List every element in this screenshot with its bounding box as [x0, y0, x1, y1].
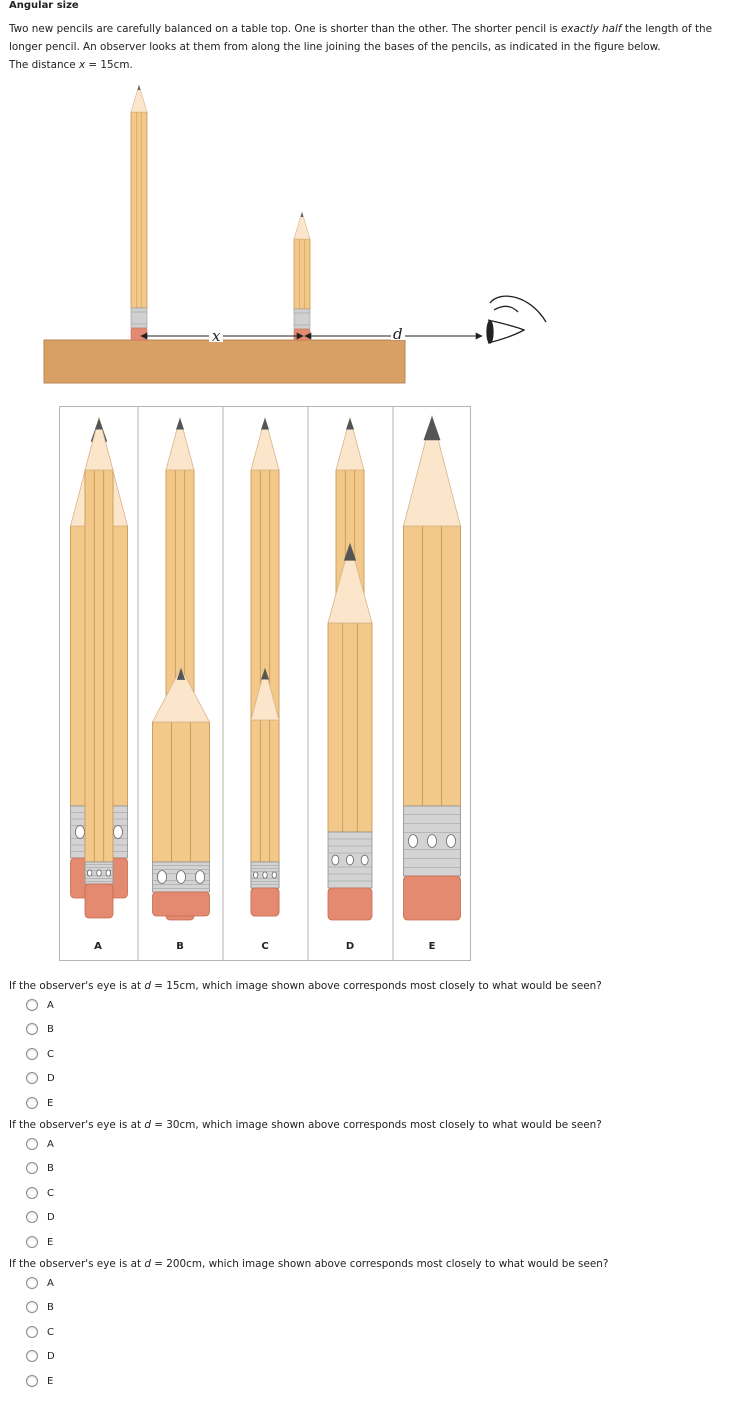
- panel-label-e: E: [428, 941, 436, 952]
- question-2: If the observer's eye is at d = 30cm, which image shown above corresponds most closely to what would be seen?: [9, 1119, 602, 1131]
- q2-option-a[interactable]: A: [26, 1136, 54, 1152]
- radio-button[interactable]: [26, 1350, 38, 1362]
- radio-button[interactable]: [26, 1375, 38, 1387]
- q3-option-d[interactable]: D: [26, 1348, 55, 1364]
- radio-button[interactable]: [26, 1097, 38, 1109]
- radio-button[interactable]: [26, 1277, 38, 1289]
- long-pencil: [131, 85, 147, 340]
- panel-label-a: A: [94, 941, 102, 952]
- q1-option-e[interactable]: E: [26, 1095, 53, 1111]
- page-title: Angular size: [9, 0, 79, 11]
- question-1: If the observer's eye is at d = 15cm, which image shown above corresponds most closely to what would be seen?: [9, 980, 602, 992]
- radio-button[interactable]: [26, 1072, 38, 1084]
- q3-option-a[interactable]: A: [26, 1275, 54, 1291]
- label-d: d: [393, 325, 403, 343]
- panel-label-c: C: [261, 941, 269, 952]
- radio-button[interactable]: [26, 1023, 38, 1035]
- pencil-d-near: [328, 543, 372, 920]
- q2-option-d[interactable]: D: [26, 1209, 55, 1225]
- q1-option-a[interactable]: A: [26, 997, 54, 1013]
- radio-button[interactable]: [26, 1236, 38, 1248]
- radio-button[interactable]: [26, 999, 38, 1011]
- radio-button[interactable]: [26, 1162, 38, 1174]
- pencil-e: [404, 416, 461, 920]
- table-top: [44, 340, 405, 383]
- q2-option-e[interactable]: E: [26, 1234, 53, 1250]
- q2-option-c[interactable]: C: [26, 1185, 54, 1201]
- radio-button[interactable]: [26, 1048, 38, 1060]
- radio-button[interactable]: [26, 1187, 38, 1199]
- q3-option-c[interactable]: C: [26, 1324, 54, 1340]
- radio-button[interactable]: [26, 1326, 38, 1338]
- panel-label-d: D: [345, 941, 355, 952]
- intro-text: Two new pencils are carefully balanced on a table top. One is shorter than the other. The shorter pencil is exactly half the length of the longer pencil. An observer looks at them from along the line joining the bases of the pencils, as indicated in the figure below. The distance x = 15cm.: [9, 23, 713, 71]
- eye-icon: [487, 296, 546, 343]
- q3-option-e[interactable]: E: [26, 1373, 53, 1389]
- label-x: x: [212, 327, 221, 345]
- q1-option-b[interactable]: B: [26, 1021, 54, 1037]
- pencil-b-short: [153, 668, 210, 916]
- radio-button[interactable]: [26, 1138, 38, 1150]
- answer-images: [59, 406, 471, 962]
- pencil-a-far: [85, 418, 113, 918]
- radio-button[interactable]: [26, 1211, 38, 1223]
- pencil-c-short: [251, 668, 279, 916]
- panel-label-b: B: [176, 941, 184, 952]
- question-3: If the observer's eye is at d = 200cm, which image shown above corresponds most closely to what would be seen?: [9, 1258, 609, 1270]
- q1-option-d[interactable]: D: [26, 1070, 55, 1086]
- setup-figure: [0, 78, 560, 388]
- radio-button[interactable]: [26, 1301, 38, 1313]
- short-pencil: [294, 212, 310, 340]
- q1-option-c[interactable]: C: [26, 1046, 54, 1062]
- q3-option-b[interactable]: B: [26, 1299, 54, 1315]
- q2-option-b[interactable]: B: [26, 1160, 54, 1176]
